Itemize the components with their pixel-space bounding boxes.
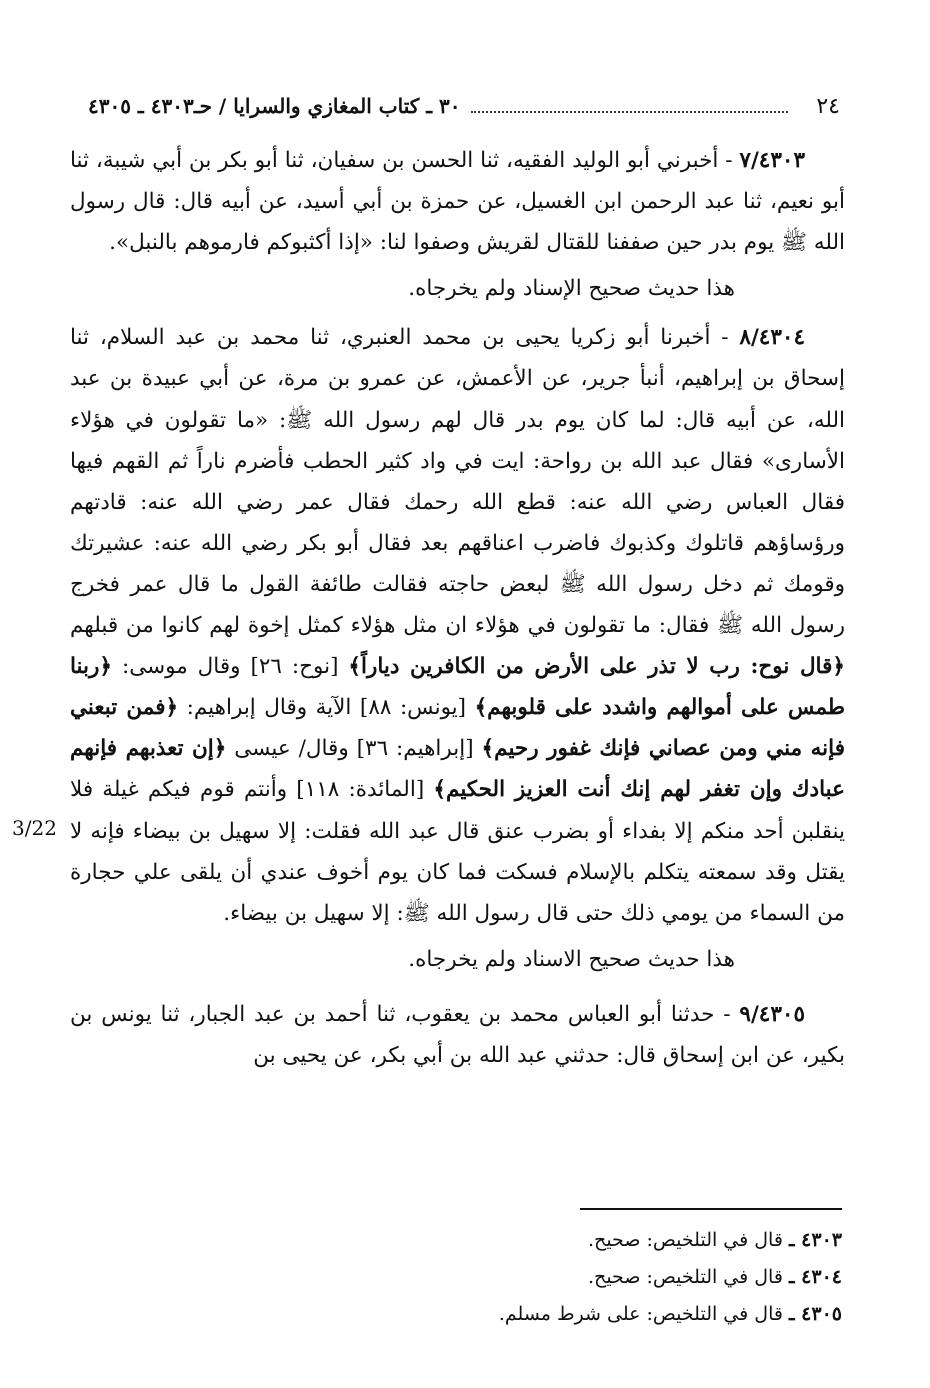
hadith-text: [إبراهيم: ٣٦] وقال/ عيسى (226, 736, 482, 762)
header-title: ٣٠ ـ كتاب المغازي والسرايا / حـ٤٣٠٣ ـ ٤٣٠٥ (88, 94, 461, 118)
footnote-text: قال في التلخيص: على شرط مسلم. (498, 1303, 789, 1325)
hadith-number: ٧/٤٣٠٣ (739, 148, 805, 173)
hadith-text: [نوح: ٢٦] وقال موسى: (112, 654, 349, 680)
hadith-verdict: هذا حديث صحيح الإسناد ولم يخرجاه. (408, 276, 735, 302)
footnote-number: ٤٣٠٥ ـ (788, 1303, 842, 1325)
hadith-4305 (70, 994, 845, 1076)
quran-quote: ﴿ربنا طمس على أموالهم واشدد على قلوبهم﴾ (70, 654, 845, 721)
hadith-text: [المائدة: ١١٨] وأنتم قوم فيكم غيلة فلا ينقلبن أحد منكم إلا بفداء أو بضرب عنق قال عبد الله فقلت: إلا سهيل بن بيضاء فإنه لا يقتل وقد سمعته يتكلم بالإسلام فسكت فما كان يوم أخوف عندي أن يلقى علي حجارة من السماء من يومي ذلك حتى قال رسول الله ﷺ: إلا سهيل بن بيضاء. (70, 777, 845, 926)
hadith-text: [يونس: ٨٨] الآية وقال إبراهيم: (178, 695, 475, 721)
footnote-text: قال في التلخيص: صحيح. (588, 1229, 789, 1251)
hadith-4304 (70, 317, 845, 933)
footnote-number: ٤٣٠٣ ـ (788, 1229, 842, 1251)
hadith-text: - أخبرني أبو الوليد الفقيه، ثنا الحسن بن سفيان، ثنا أبو بكر بن أبي شيبة، ثنا أبو نعيم، ثنا عبد الرحمن ابن الغسيل، عن حمزة بن أبي أسيد، عن أبيه قال: قال رسول الله ﷺ يوم بدر حين صففنا للقتال لقريش وصفوا لنا: «إذا أكثبوكم فارموهم بالنبل». (70, 148, 845, 256)
footnote-item (242, 1259, 842, 1296)
hadith-number: ٨/٤٣٠٤ (739, 325, 805, 351)
quran-quote: ﴿إن تعذبهم فإنهم عبادك وإن تغفر لهم إنك أنت العزيز الحكيم﴾ (70, 736, 845, 803)
footnote-text: قال في التلخيص: صحيح. (588, 1266, 789, 1288)
quran-quote: ﴿فمن تبعني فإنه مني ومن عصاني فإنك غفور رحيم﴾ (70, 695, 845, 762)
hadith-4303 (70, 140, 845, 263)
footnote-number: ٤٣٠٤ ـ (788, 1266, 842, 1288)
hadith-number: ٩/٤٣٠٥ (739, 1001, 805, 1027)
quran-quote: ﴿قال نوح: رب لا تذر على الأرض من الكافرين دياراً﴾ (348, 654, 845, 680)
footnote-item (242, 1222, 842, 1259)
running-header (88, 88, 840, 124)
main-text (70, 140, 845, 1076)
hadith-verdict: هذا حديث صحيح الاسناد ولم يخرجاه. (408, 946, 735, 972)
footnote-item (242, 1296, 842, 1333)
footnote-separator (580, 1208, 842, 1210)
page-number: ٢٤ (816, 93, 840, 119)
footnotes (242, 1222, 842, 1333)
manuscript-margin-reference: 3/22 (12, 816, 57, 840)
header-dot-leader (471, 111, 789, 113)
hadith-text: - أخبرنا أبو زكريا يحيى بن محمد العنبري، ثنا محمد بن عبد السلام، ثنا إسحاق بن إبراهيم، أنبأ جرير، عن الأعمش، عن عمرو بن مرة، عن أبي عبيدة بن عبد الله، عن أبيه قال: لما كان يوم بدر قال لهم رسول الله ﷺ: «ما تقولون في هؤلاء الأسارى» فقال عبد الله بن رواحة: ايت في واد كثير الحطب فأضرم ناراً ثم القهم فيها فقال العباس رضي الله عنه: قطع الله رحمك فقال عمر رضي الله عنه: قادتهم ورؤساؤهم قاتلوك وكذبوك فاضرب اعناقهم بعد فقال أبو بكر رضي الله عنه: عشيرتك وقومك ثم دخل رسول الله ﷺ لبعض حاجته فقالت طائفة القول ما قال عمر فخرج رسول الله ﷺ فقال: ما تقولون في هؤلاء ان مثل هؤلاء كمثل إخوة لهم كانوا من قبلهم (70, 325, 845, 639)
hadith-text: - حدثنا أبو العباس محمد بن يعقوب، ثنا أحمد بن عبد الجبار، ثنا يونس بن بكير، عن ابن إسحاق قال: حدثني عبد الله بن أبي بكر، عن يحيى بن (70, 1001, 845, 1068)
